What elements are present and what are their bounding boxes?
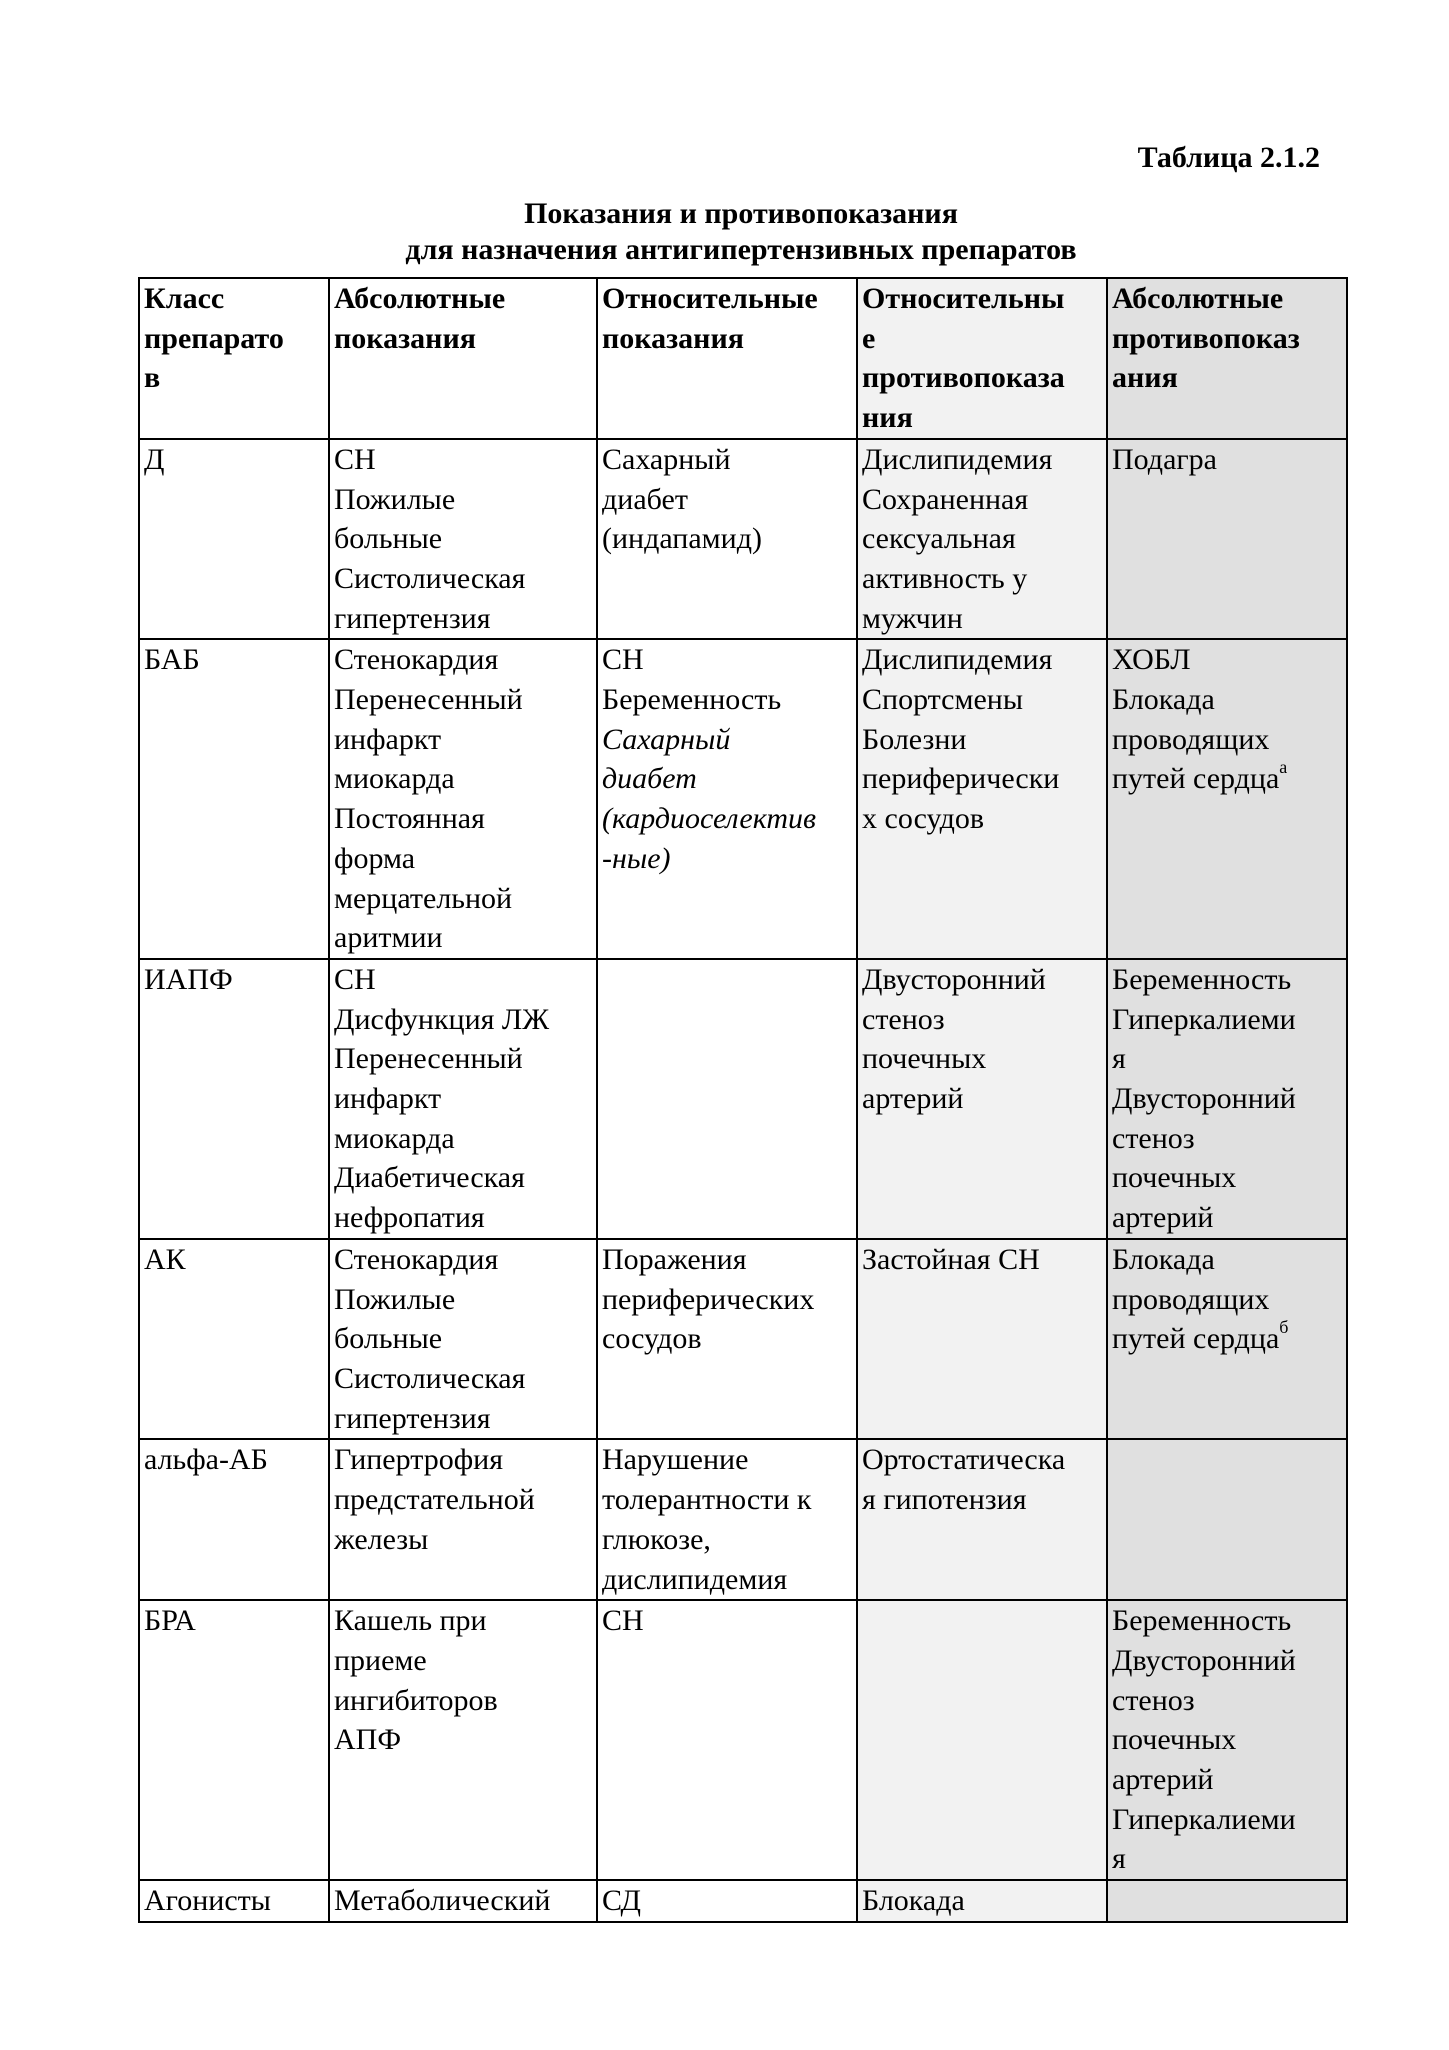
cell-line: артерий <box>1112 1763 1214 1797</box>
cell-line: Двусторонний <box>1112 1643 1296 1677</box>
cell-line: Поражения <box>602 1242 747 1276</box>
cell-line: Пожилые <box>334 482 456 516</box>
table-cell <box>139 1880 329 1922</box>
cell-line: стеноз <box>862 1002 945 1036</box>
cell-line: путей сердца$^а$ <box>1112 757 1288 796</box>
cell-line: дислипидемия <box>602 1562 788 1596</box>
table-cell <box>329 959 597 1239</box>
column-header-line: препарато <box>144 321 284 355</box>
cell-line: Болезни <box>862 722 967 756</box>
table-header <box>139 278 1347 439</box>
cell-line: железы <box>334 1522 429 1556</box>
cell-line: стеноз <box>1112 1121 1195 1155</box>
cell-line: Перенесенный <box>334 683 523 717</box>
column-header-line: противопоказа <box>862 361 1065 395</box>
cell-line: Дислипидемия <box>862 442 1053 476</box>
cell-line: я <box>1112 1842 1126 1876</box>
table-cell <box>139 1439 329 1600</box>
table-cell <box>329 639 597 959</box>
table-cell <box>857 1439 1107 1600</box>
column-header-line: Класс <box>144 282 225 315</box>
table-cell <box>597 959 857 1239</box>
cell-line: Систолическая <box>334 1361 526 1395</box>
cell-line: почечных <box>862 1042 987 1076</box>
table-cell <box>329 1239 597 1440</box>
table-cell <box>139 439 329 640</box>
table-row <box>139 1880 1347 1922</box>
cell-line: Сахарный <box>602 722 731 756</box>
cell-line: Двусторонний <box>1112 1082 1296 1116</box>
cell-line: Стенокардия <box>334 643 499 677</box>
cell-line: почечных <box>1112 1161 1237 1195</box>
column-header <box>139 278 329 439</box>
table-cell <box>857 1600 1107 1880</box>
table-row <box>139 639 1347 959</box>
table-cell <box>1107 1600 1347 1880</box>
cell-line: Блокада <box>1112 1242 1215 1276</box>
table-cell <box>1107 1880 1347 1922</box>
cell-line: Стенокардия <box>334 1242 499 1276</box>
cell-line: Двусторонний <box>862 962 1046 996</box>
cell-line: ИАПФ <box>144 962 233 996</box>
table-cell <box>597 439 857 640</box>
column-header-line: Абсолютные <box>1112 282 1284 315</box>
cell-line: гипертензия <box>334 601 491 635</box>
cell-line: я гипотензия <box>862 1483 1027 1517</box>
cell-line: СД <box>602 1884 641 1918</box>
cell-line: приеме <box>334 1643 427 1677</box>
title-line: Показания и противопоказания <box>524 197 958 230</box>
cell-line: проводящих <box>1112 722 1270 756</box>
table-title <box>138 196 1344 268</box>
cell-line: Агонисты <box>144 1884 271 1918</box>
cell-line: СН <box>602 1604 644 1638</box>
cell-line: проводящих <box>1112 1282 1270 1316</box>
cell-line: Постоянная <box>334 802 485 836</box>
table-cell <box>329 439 597 640</box>
cell-line: миокарда <box>334 1121 455 1155</box>
table-cell <box>139 959 329 1239</box>
table-cell <box>139 1600 329 1880</box>
column-header-line: в <box>144 361 161 395</box>
cell-line: Гипертрофия <box>334 1443 503 1477</box>
column-header-line: Относительные <box>602 282 818 315</box>
cell-line: Кашель при <box>334 1604 487 1638</box>
column-header-line: показания <box>602 321 744 355</box>
cell-line: я <box>1112 1042 1126 1076</box>
cell-line: Беременность <box>1112 1604 1292 1638</box>
cell-line: (кардиоселектив <box>602 802 817 836</box>
cell-line: Гиперкалиеми <box>1112 1002 1296 1036</box>
cell-line: артерий <box>862 1082 964 1116</box>
column-header-line: Абсолютные <box>334 282 506 315</box>
cell-line: нефропатия <box>334 1201 485 1235</box>
cell-line: Нарушение <box>602 1443 749 1477</box>
cell-line: Гиперкалиеми <box>1112 1802 1296 1836</box>
cell-line: Диабетическая <box>334 1161 525 1195</box>
cell-line: аритмии <box>334 921 443 955</box>
table-cell <box>139 639 329 959</box>
cell-line: мерцательной <box>334 881 513 915</box>
cell-line: инфаркт <box>334 1082 442 1116</box>
cell-line: Застойная СН <box>862 1242 1040 1276</box>
table-cell <box>597 1600 857 1880</box>
cell-line: Перенесенный <box>334 1042 523 1076</box>
table-cell <box>1107 639 1347 959</box>
column-header <box>329 278 597 439</box>
cell-line: ХОБЛ <box>1112 643 1191 677</box>
cell-line: Дисфункция ЛЖ <box>334 1002 550 1036</box>
cell-line: Д <box>144 442 165 476</box>
cell-line: -ные) <box>602 841 671 875</box>
cell-line: Систолическая <box>334 561 526 595</box>
cell-line: мужчин <box>862 601 963 635</box>
cell-line: Пожилые <box>334 1282 456 1316</box>
table-row <box>139 1439 1347 1600</box>
cell-line: больные <box>334 522 443 556</box>
cell-line: Метаболический <box>334 1884 551 1918</box>
cell-line: активность у <box>862 561 1028 595</box>
cell-line: гипертензия <box>334 1401 491 1435</box>
title-line: для назначения антигипертензивных препаратов <box>405 233 1077 266</box>
cell-line: АПФ <box>334 1723 402 1757</box>
column-header-line: Относительны <box>862 282 1065 315</box>
column-header <box>857 278 1107 439</box>
cell-line: Блокада <box>862 1884 965 1918</box>
table-cell <box>597 1439 857 1600</box>
cell-line: артерий <box>1112 1201 1214 1235</box>
table-cell <box>857 439 1107 640</box>
column-header <box>597 278 857 439</box>
cell-line: толерантности к <box>602 1483 812 1517</box>
cell-line: миокарда <box>334 762 455 796</box>
cell-line: Спортсмены <box>862 683 1023 717</box>
cell-line: глюкозе, <box>602 1522 711 1556</box>
cell-line: ингибиторов <box>334 1683 498 1717</box>
cell-line: стеноз <box>1112 1683 1195 1717</box>
table-cell <box>1107 1439 1347 1600</box>
table-cell <box>597 639 857 959</box>
cell-line: диабет <box>602 482 688 516</box>
cell-line: СН <box>334 962 376 996</box>
table-cell <box>329 1600 597 1880</box>
column-header-line: противопоказ <box>1112 321 1300 355</box>
cell-line: БРА <box>144 1604 196 1638</box>
table-row <box>139 959 1347 1239</box>
cell-line: Подагра <box>1112 442 1217 476</box>
cell-line: Дислипидемия <box>862 643 1053 677</box>
table-cell <box>597 1239 857 1440</box>
column-header-line: показания <box>334 321 476 355</box>
cell-line: Блокада <box>1112 683 1215 717</box>
cell-line: Ортостатическа <box>862 1443 1066 1477</box>
cell-line: (индапамид) <box>602 522 762 556</box>
table-cell <box>329 1880 597 1922</box>
table-cell <box>139 1239 329 1440</box>
cell-line: БАБ <box>144 643 200 677</box>
cell-line: инфаркт <box>334 722 442 756</box>
cell-line: предстательной <box>334 1483 535 1517</box>
cell-line: СН <box>334 442 376 476</box>
cell-line: периферических <box>602 1282 815 1316</box>
table-cell <box>857 639 1107 959</box>
footnote-marker: б <box>1279 1317 1289 1338</box>
cell-line: х сосудов <box>862 802 985 836</box>
cell-line: Сахарный <box>602 442 731 476</box>
indications-table <box>138 277 1348 1923</box>
header-row <box>139 278 1347 439</box>
cell-line: диабет <box>602 762 697 796</box>
cell-line: СН <box>602 643 644 677</box>
cell-line: больные <box>334 1322 443 1356</box>
column-header-line: ания <box>1112 361 1178 395</box>
table-row <box>139 1239 1347 1440</box>
table-cell <box>597 1880 857 1922</box>
cell-line: почечных <box>1112 1723 1237 1757</box>
cell-line: сексуальная <box>862 522 1016 556</box>
cell-line: путей сердца$^б$ <box>1112 1317 1289 1356</box>
table-cell <box>1107 1239 1347 1440</box>
table-cell <box>857 1880 1107 1922</box>
column-header-line: ния <box>862 401 913 435</box>
table-cell <box>1107 439 1347 640</box>
cell-line: Беременность <box>602 683 782 717</box>
cell-line: форма <box>334 841 416 875</box>
cell-line: периферически <box>862 762 1060 796</box>
table-row <box>139 1600 1347 1880</box>
table-row <box>139 439 1347 640</box>
table-cell <box>1107 959 1347 1239</box>
table-cell <box>857 959 1107 1239</box>
table-body <box>139 439 1347 1922</box>
cell-line: альфа-АБ <box>144 1443 268 1477</box>
cell-line: АК <box>144 1242 186 1276</box>
cell-line: Сохраненная <box>862 482 1029 516</box>
table-cell <box>857 1239 1107 1440</box>
footnote-marker: а <box>1279 757 1288 778</box>
table-label: Таблица 2.1.2 <box>1137 141 1320 174</box>
cell-line: сосудов <box>602 1322 702 1356</box>
table-cell <box>329 1439 597 1600</box>
column-header <box>1107 278 1347 439</box>
cell-line: Беременность <box>1112 962 1292 996</box>
column-header-line: е <box>862 321 876 355</box>
